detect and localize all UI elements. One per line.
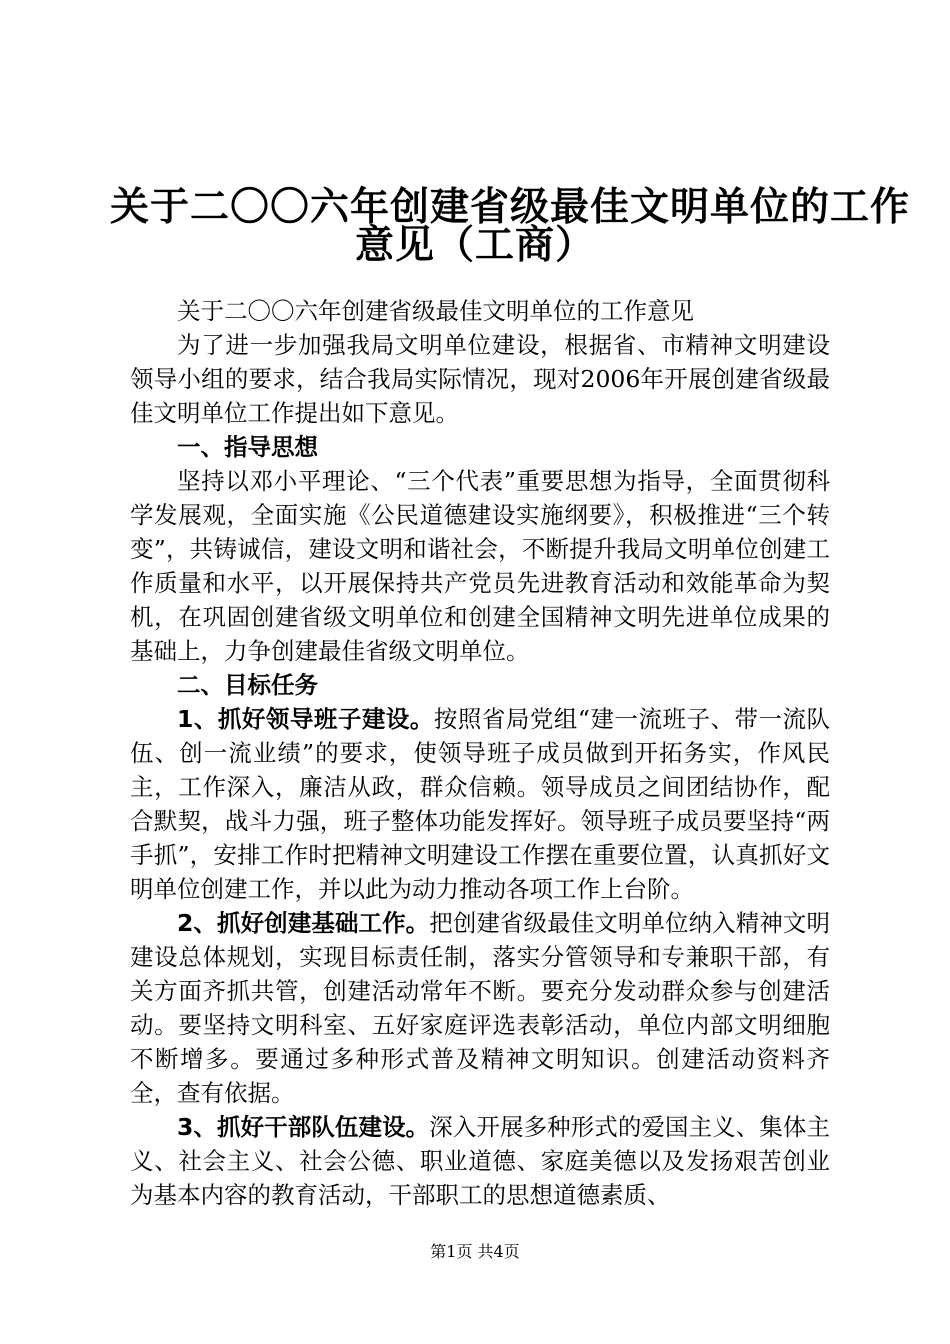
section-heading-goals: 二、目标任务 <box>177 671 318 699</box>
goal-item-2-lead: 2、抓好创建基础工作。 <box>177 909 430 937</box>
page-number-footer: 第1页 共4页 <box>430 1242 520 1261</box>
goal-item-3-text: 深入开展多种形式的爱国主义、集体主义、社会主义、社会公德、职业道德、家庭美德以及发扬艰苦创业为基本内容的教育活动，干部职工的思想道德素质、 <box>130 1113 831 1209</box>
goal-item-3 <box>130 1110 830 1212</box>
goal-item-1-text: 按照省局党组“建一流班子、带一流队伍、创一流业绩”的要求，使领导班子成员做到开拓务实，作风民主，工作深入，廉洁从政，群众信赖。领导成员之间团结协作，配合默契，战斗力强，班子整体功能发挥好。领导班子成员要坚持“两手抓”，安排工作时把精神文明建设工作摆在重要位置，认真抓好文明单位创建工作，并以此为动力推动各项工作上台阶。 <box>130 705 830 903</box>
document-title-line1: 关于二〇〇六年创建省级最佳文明单位的工作 <box>110 185 911 230</box>
goal-item-2-text: 把创建省级最佳文明单位纳入精神文明建设总体规划，实现目标责任制，落实分管领导和专兼职干部，有关方面齐抓共管，创建活动常年不断。要充分发动群众参与创建活动。要坚持文明科室、五好家庭评选表彰活动，单位内部文明细胞不断增多。要通过多种形式普及精神文明知识。创建活动资料齐全，查有依据。 <box>130 909 831 1107</box>
document-body <box>130 294 830 1212</box>
document-subtitle: 关于二〇〇六年创建省级最佳文明单位的工作意见 <box>177 297 694 325</box>
goal-item-2 <box>130 906 830 1110</box>
section-paragraph-guiding-thought: 坚持以邓小平理论、“三个代表”重要思想为指导，全面贯彻科学发展观，全面实施《公民道德建设实施纲要》，积极推进“三个转变”，共铸诚信，建设文明和谐社会，不断提升我局文明单位创建工作质量和水平，以开展保持共产党员先进教育活动和效能革命为契机，在巩固创建省级文明单位和创建全国精神文明先进单位成果的基础上，力争创建最佳省级文明单位。 <box>130 467 830 665</box>
section-heading-guiding-thought: 一、指导思想 <box>177 433 318 461</box>
goal-item-1-lead: 1、抓好领导班子建设。 <box>177 705 434 733</box>
goal-item-3-lead: 3、抓好干部队伍建设。 <box>177 1113 430 1141</box>
intro-paragraph: 为了进一步加强我局文明单位建设，根据省、市精神文明建设领导小组的要求，结合我局实际情况，现对2006年开展创建省级最佳文明单位工作提出如下意见。 <box>130 331 830 427</box>
document-title-line2: 意见（工商） <box>354 223 595 268</box>
goal-item-1 <box>130 702 830 906</box>
